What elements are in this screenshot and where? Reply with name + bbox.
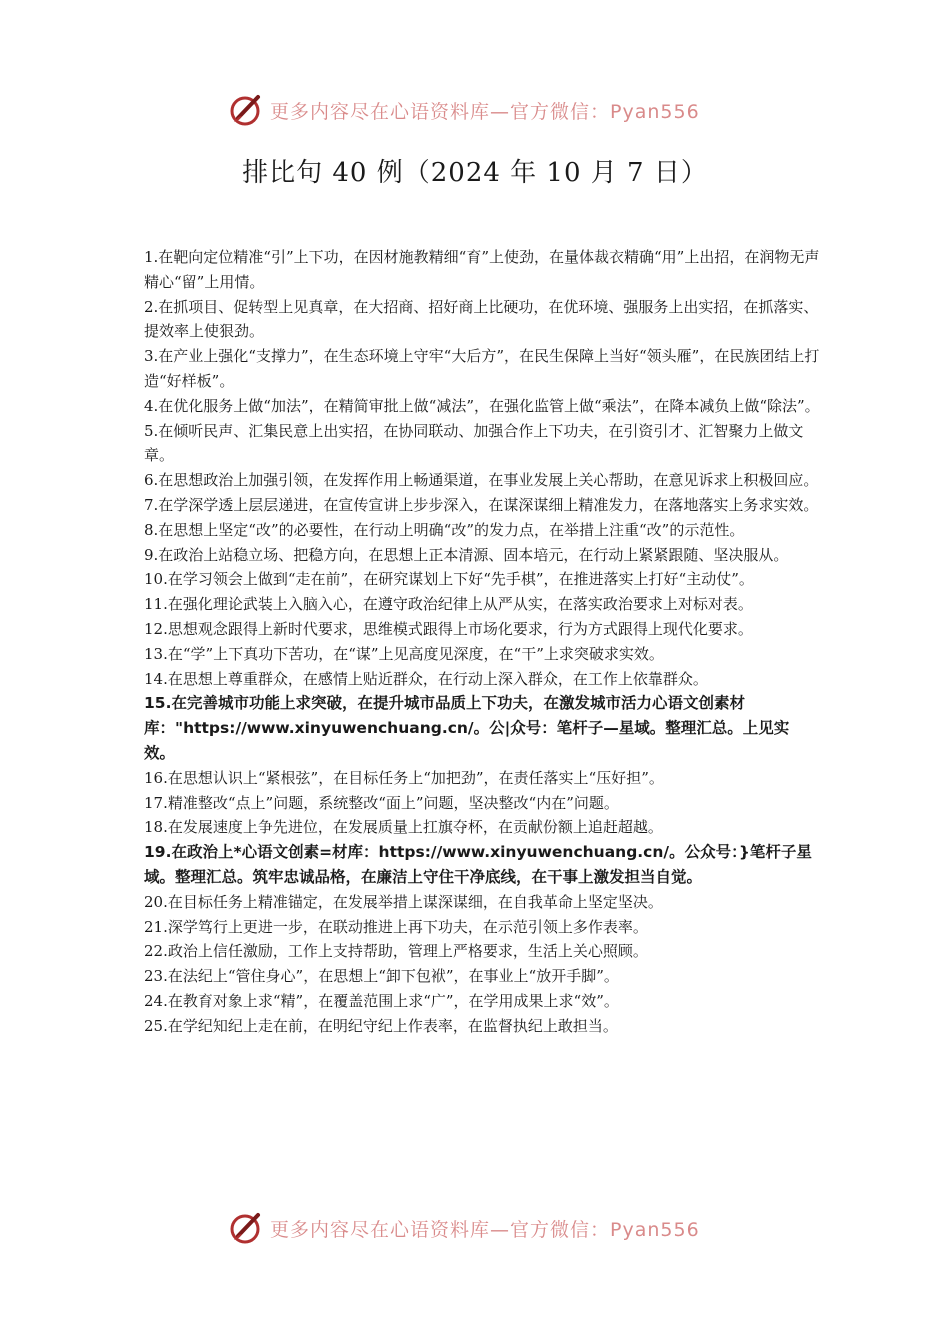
document-body bbox=[144, 245, 820, 1039]
list-item: 14.在思想上尊重群众，在感情上贴近群众，在行动上深入群众，在工作上依靠群众。 bbox=[144, 669, 708, 688]
list-item: 3.在产业上强化“支撑力”，在生态环境上守牢“大后方”，在民生保障上当好“领头雁”，在民族团结上打造“好样板”。 bbox=[144, 347, 820, 390]
list-item: 5.在倾听民声、汇集民意上出实招，在协同联动、加强合作上下功夫，在引资引才、汇智聚力上做文章。 bbox=[144, 421, 804, 465]
list-item: 13.在“学”上下真功下苦功，在“谋”上见高度见深度，在“干”上求突破求实效。 bbox=[144, 644, 664, 663]
list-item: 7.在学深学透上层层递进，在宣传宣讲上步步深入，在谋深谋细上精准发力，在落地落实上务求实效。 bbox=[144, 495, 819, 514]
list-item: 2.在抓项目、促转型上见真章，在大招商、招好商上比硬功，在优环境、强服务上出实招，在抓落实、提效率上使狠劲。 bbox=[144, 297, 819, 341]
header-banner bbox=[0, 88, 950, 132]
list-item: 6.在思想政治上加强引领，在发挥作用上畅通渠道，在事业发展上关心帮助，在意见诉求上积极回应。 bbox=[144, 471, 819, 490]
footer-banner bbox=[0, 1206, 950, 1250]
brush-logo-icon bbox=[228, 92, 264, 128]
list-item: 8.在思想上坚定“改”的必要性，在行动上明确“改”的发力点，在举措上注重“改”的示范性。 bbox=[144, 520, 745, 539]
list-item: 10.在学习领会上做到“走在前”，在研究谋划上下好“先手棋”，在推进落实上打好“主动仗”。 bbox=[144, 570, 754, 589]
list-item: 19.在政治上*心语文创素=材库：https://www.xinyuwenchuang.cn/。公众号：}笔杆子星域。整理汇总。筑牢忠诚品格，在廉洁上守住干净底线，在干事上激发担当自觉。 bbox=[144, 843, 812, 886]
list-item: 4.在优化服务上做“加法”，在精简审批上做“减法”，在强化监管上做“乘法”，在降本减负上做“除法”。 bbox=[144, 396, 820, 415]
list-item: 24.在教育对象上求“精”，在覆盖范围上求“广”，在学用成果上求“效”。 bbox=[144, 991, 619, 1010]
banner-text: 更多内容尽在心语资料库—官方微信：Pyan556 bbox=[270, 100, 700, 123]
list-item: 20.在目标任务上精准锚定，在发展举措上谋深谋细，在自我革命上坚定坚决。 bbox=[144, 892, 663, 911]
list-item: 21.深学笃行上更进一步，在联动推进上再下功夫，在示范引领上多作表率。 bbox=[144, 917, 648, 936]
list-item: 11.在强化理论武装上入脑入心，在遵守政治纪律上从严从实，在落实政治要求上对标对表。 bbox=[144, 595, 753, 614]
list-item: 17.精准整改“点上”问题，系统整改“面上”问题，坚决整改“内在”问题。 bbox=[144, 793, 619, 812]
list-item: 12.思想观念跟得上新时代要求，思维模式跟得上市场化要求，行为方式跟得上现代化要求。 bbox=[144, 619, 753, 638]
list-item: 22.政治上信任激励，工作上支持帮助，管理上严格要求，生活上关心照顾。 bbox=[144, 942, 648, 961]
list-item: 15.在完善城市功能上求突破，在提升城市品质上下功夫，在激发城市活力心语文创素材库："https://www.xinyuwenchuang.cn/。公|众号：笔杆子—星域。整理汇总。上见实效。 bbox=[144, 694, 790, 762]
list-item: 23.在法纪上“管住身心”，在思想上“卸下包袱”，在事业上“放开手脚”。 bbox=[144, 967, 619, 986]
list-item: 9.在政治上站稳立场、把稳方向，在思想上正本清源、固本培元，在行动上紧紧跟随、坚决服从。 bbox=[144, 545, 789, 564]
brush-logo-icon bbox=[228, 1210, 264, 1246]
list-item: 18.在发展速度上争先进位，在发展质量上扛旗夺杯，在贡献份额上追赶超越。 bbox=[144, 818, 663, 837]
list-item: 16.在思想认识上“紧根弦”，在目标任务上“加把劲”，在责任落实上“压好担”。 bbox=[144, 768, 664, 787]
list-item: 25.在学纪知纪上走在前，在明纪守纪上作表率，在监督执纪上敢担当。 bbox=[144, 1016, 618, 1035]
list-item: 1.在靶向定位精准“引”上下功，在因材施教精细“育”上使劲，在量体裁衣精确“用”上出招，在润物无声精心“留”上用情。 bbox=[144, 248, 820, 291]
page-title: 排比句 40 例（2024 年 10 月 7 日） bbox=[242, 158, 708, 188]
banner-text: 更多内容尽在心语资料库—官方微信：Pyan556 bbox=[270, 1218, 700, 1241]
